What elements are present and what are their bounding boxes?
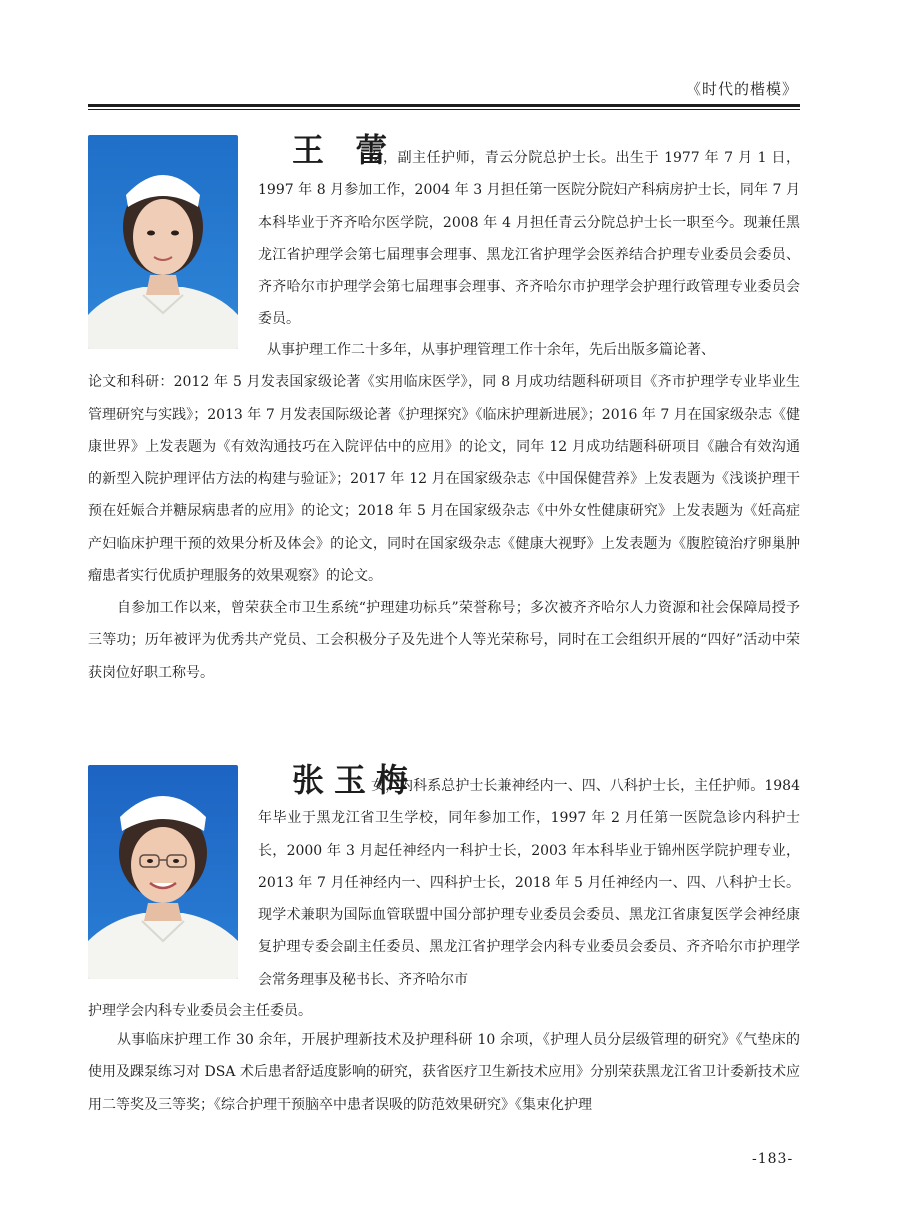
header-rule-thin bbox=[88, 109, 800, 110]
portrait-photo-2 bbox=[88, 765, 238, 979]
profile-name-2: 张玉梅 bbox=[292, 761, 419, 799]
profile-name-1: 王 蕾 bbox=[292, 131, 398, 169]
running-header: 《时代的楷模》 bbox=[685, 80, 798, 98]
profile-2-intro-tail: 护理学会内科专业委员会主任委员。 bbox=[88, 1003, 312, 1019]
profile-1-paragraph-research bbox=[88, 334, 800, 592]
page-number: -183- bbox=[752, 1151, 794, 1167]
header-rule-thick bbox=[88, 104, 800, 107]
portrait-photo-1 bbox=[88, 135, 238, 349]
profile-intro-2 bbox=[258, 770, 800, 996]
profile-2-paragraph-research: 从事临床护理工作 30 余年，开展护理新技术及护理科研 10 余项，《护理人员分层级管理的研究》《气垫床的使用及踝泵练习对 DSA 术后患者舒适度影响的研究，获省医疗卫生新技术应用》分别荣获黑龙江省卫计委新技术应用二等奖及三等奖；《综合护理干预脑卒中患者误吸的防范效果研究》《集束化护理 bbox=[88, 1032, 800, 1113]
paragraph-first-line: 从事护理工作二十多年，从事护理管理工作十余年，先后出版多篇论著、 bbox=[267, 342, 715, 358]
profile-intro-text-1: 女，副主任护师，青云分院总护士长。出生于 1977 年 7 月 1 日，1997 年 8 月参加工作，2004 年 3 月担任第一医院分院妇产科病房护士长，同年 7 月本科毕业于齐齐哈尔医学院，2008 年 4 月担任青云分院总护士长一职至今。现兼任黑龙江省护理学会第七届理事会理事、黑龙江省护理学会医养结合护理专业委员会委员、齐齐哈尔市护理学会第七届理事会理事、齐齐哈尔市护理学会护理行政管理专业委员会委员。 bbox=[258, 150, 800, 328]
paragraph-body: 论文和科研：2012 年 5 月发表国家级论著《实用临床医学》，同 8 月成功结题科研项目《齐市护理学专业毕业生管理研究与实践》；2013 年 7 月发表国际级论著《护理探究》《临床护理新进展》；2016 年 7 月在国家级杂志《健康世界》上发表题为《有效沟通技巧在入院评估中的应用》的论文，同年 12 月成功结题科研项目《融合有效沟通的新型入院护理评估方法的构建与验证》；2017 年 12 月在国家级杂志《中国保健营养》上发表题为《浅谈护理干预在妊娠合并糖尿病患者的应用》的论文；2018 年 5 月在国家级杂志《中外女性健康研究》上发表题为《妊高症产妇临床护理干预的效果分析及体会》的论文，同时在国家级杂志《健康大视野》上发表题为《腹腔镜治疗卵巢肿瘤患者实行优质护理服务的效果观察》的论文。 bbox=[88, 374, 800, 585]
profile-intro-1 bbox=[258, 142, 800, 336]
profile-intro-text-2: 女，内科系总护士长兼神经内一、四、八科护士长，主任护师。1984 年毕业于黑龙江省卫生学校，同年参加工作，1997 年 2 月任第一医院急诊内科护士长，2000 年 3 月起任神经内一科护士长，2003 年本科毕业于锦州医学院护理专业，2013 年 7 月任神经内一、四科护士长，2018 年 5 月任神经内一、四、八科护士长。现学术兼职为国际血管联盟中国分部护理专业委员会委员、黑龙江省康复医学会神经康复护理专委会副主任委员、黑龙江省护理学会内科专业委员会委员、齐齐哈尔市护理学会常务理事及秘书长、齐齐哈尔市 bbox=[258, 778, 800, 988]
profile-1-paragraph-honors: 自参加工作以来，曾荣获全市卫生系统“护理建功标兵”荣誉称号；多次被齐齐哈尔人力资源和社会保障局授予三等功；历年被评为优秀共产党员、工会积极分子及先进个人等光荣称号，同时在工会组织开展的“四好”活动中荣获岗位好职工称号。 bbox=[88, 600, 800, 681]
